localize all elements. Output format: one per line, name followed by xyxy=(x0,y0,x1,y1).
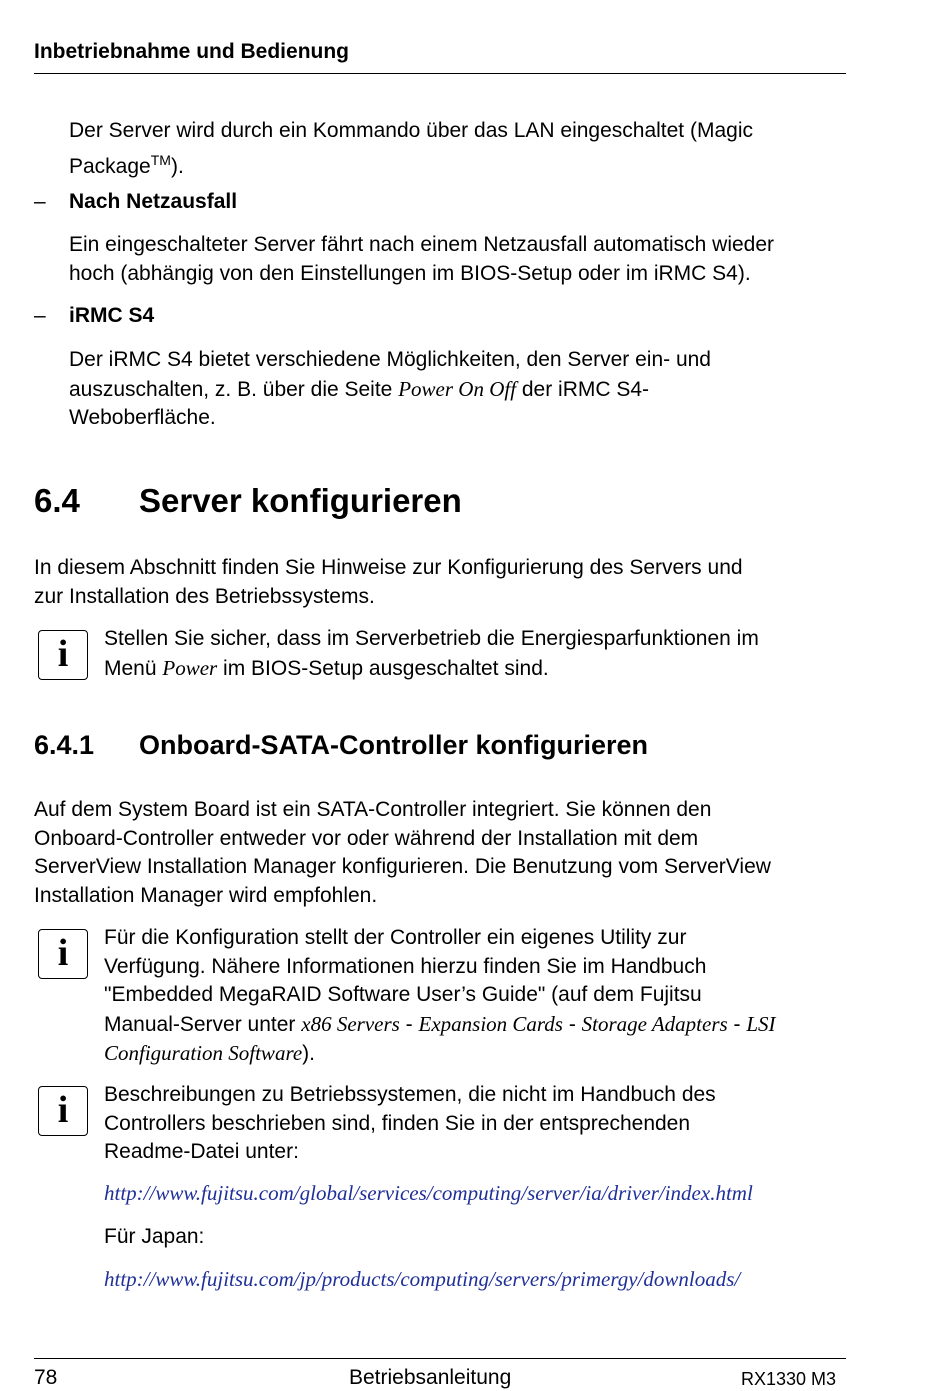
ref-configuration-software: Configuration Software xyxy=(104,1041,303,1065)
intro-line-2 xyxy=(69,146,753,182)
section-note-line-2b: im BIOS-Setup ausgeschaltet sind. xyxy=(217,656,549,680)
irmc-line-1: Der iRMC S4 bietet verschiedene Möglichkeiten, den Server ein- und xyxy=(69,348,711,371)
subsection-title: Onboard-SATA-Controller konfigurieren xyxy=(139,730,648,760)
header-rule xyxy=(34,73,846,74)
intro-package: Package xyxy=(69,154,151,178)
section-note xyxy=(104,625,759,683)
page-number: 78 xyxy=(34,1366,58,1389)
item-body-netzausfall xyxy=(69,231,774,288)
ref-x86-servers: x86 Servers xyxy=(301,1011,400,1036)
sep-3: - xyxy=(727,1012,747,1036)
controller-utility-note xyxy=(104,924,776,1069)
note1-line-4a: Manual-Server unter xyxy=(104,1012,302,1036)
footer-title: Betriebsanleitung xyxy=(349,1366,512,1389)
note1-line-2: Verfügung. Nähere Informationen hierzu finden Sie im Handbuch xyxy=(104,954,707,978)
info-icon: i xyxy=(38,630,88,680)
info-icon: i xyxy=(38,1086,88,1136)
item-title-netzausfall: Nach Netzausfall xyxy=(69,190,238,213)
item-title-irmc: iRMC S4 xyxy=(69,304,155,327)
irmc-line-2a: auszuschalten, z. B. über die Seite xyxy=(69,377,399,401)
note1-line-4 xyxy=(104,1010,776,1040)
list-dash-1: – xyxy=(34,190,46,213)
irmc-line-3: Weboberfläche. xyxy=(69,406,216,429)
ref-expansion-cards: Expansion Cards xyxy=(418,1011,563,1036)
note1-line-5b: ). xyxy=(302,1042,315,1065)
section-note-line-2a: Menü xyxy=(104,656,163,680)
section-number: 6.4 xyxy=(34,482,80,519)
sub-para-line-2: Onboard-Controller entweder vor oder während der Installation mit dem xyxy=(34,826,699,850)
netzausfall-line-1: Ein eingeschalteter Server fährt nach einem Netzausfall automatisch wieder xyxy=(69,233,775,256)
item-body-irmc xyxy=(69,346,711,433)
irmc-line-2b: der iRMC S4- xyxy=(516,377,650,401)
ref-lsi: LSI xyxy=(746,1011,776,1036)
note2-line-1: Beschreibungen zu Betriebssystemen, die nicht im Handbuch des xyxy=(104,1083,716,1106)
power-menu-ref: Power xyxy=(162,655,218,680)
driver-link-global[interactable]: http://www.fujitsu.com/global/services/computing/server/ia/driver/index.html xyxy=(104,1181,753,1205)
trademark-sup: TM xyxy=(150,151,171,168)
sep-2: - xyxy=(562,1012,582,1036)
driver-link-japan[interactable]: http://www.fujitsu.com/jp/products/computing/servers/primergy/downloads/ xyxy=(104,1267,741,1291)
footer-model: RX1330 M3 xyxy=(741,1369,837,1389)
sub-para-line-3: ServerView Installation Manager konfigurieren. Die Benutzung vom ServerView xyxy=(34,855,771,878)
intro-line-1: Der Server wird durch ein Kommando über das LAN eingeschaltet (Magic xyxy=(69,119,753,142)
japan-label: Für Japan: xyxy=(104,1225,205,1248)
subsection-paragraph xyxy=(34,796,771,910)
sub-para-line-4: Installation Manager wird empfohlen. xyxy=(34,883,378,907)
subsection-number: 6.4.1 xyxy=(34,730,95,760)
netzausfall-line-2: hoch (abhängig von den Einstellungen im BIOS-Setup oder im iRMC S4). xyxy=(69,261,751,285)
section-note-line-1: Stellen Sie sicher, dass im Serverbetrieb die Energiesparfunktionen im xyxy=(104,627,759,650)
section-para-line-2: zur Installation des Betriebssystems. xyxy=(34,584,375,608)
footer-rule xyxy=(34,1358,846,1359)
sub-para-line-1: Auf dem System Board ist ein SATA-Controller integriert. Sie können den xyxy=(34,798,712,821)
readme-note xyxy=(104,1081,716,1167)
note2-line-2: Controllers beschrieben sind, finden Sie in der entsprechenden xyxy=(104,1111,691,1135)
irmc-line-2 xyxy=(69,375,711,405)
note2-line-3: Readme-Datei unter: xyxy=(104,1140,299,1163)
section-para-line-1: In diesem Abschnitt finden Sie Hinweise zur Konfigurierung des Servers und xyxy=(34,556,743,579)
sep-1: - xyxy=(399,1012,419,1036)
note1-line-3: "Embedded MegaRAID Software User’s Guide" (auf dem Fujitsu xyxy=(104,983,702,1006)
info-icon: i xyxy=(38,929,88,979)
ref-storage-adapters: Storage Adapters xyxy=(581,1011,728,1036)
section-note-line-2 xyxy=(104,654,759,684)
list-dash-2: – xyxy=(34,304,46,327)
intro-text xyxy=(69,117,753,181)
note1-line-5 xyxy=(104,1039,776,1069)
intro-end: ). xyxy=(170,154,184,178)
section-paragraph xyxy=(34,554,743,611)
note1-line-1: Für die Konfiguration stellt der Controller ein eigenes Utility zur xyxy=(104,926,687,949)
section-title: Server konfigurieren xyxy=(139,482,462,519)
running-header: Inbetriebnahme und Bedienung xyxy=(34,40,350,63)
power-on-off-ref: Power On Off xyxy=(398,376,517,401)
